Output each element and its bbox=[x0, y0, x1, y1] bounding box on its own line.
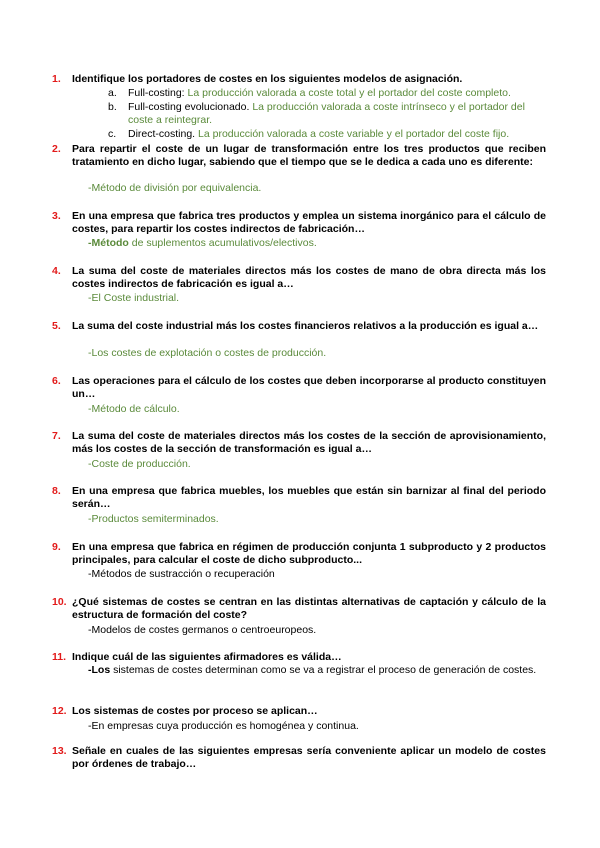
question-text: Indique cuál de las siguientes afirmadores es válida… bbox=[72, 651, 342, 663]
sub-item-b-continued bbox=[108, 114, 548, 127]
question-number: 11. bbox=[52, 651, 67, 663]
sub-answer: La producción valorada a coste variable y el portador del coste fijo. bbox=[198, 128, 510, 140]
question-number: 9. bbox=[52, 541, 61, 553]
answer-2: -Método de división por equivalencia. bbox=[88, 182, 262, 194]
sub-answer: La producción valorada a coste total y el portador del coste completo. bbox=[187, 87, 511, 99]
answer-bold: -Los bbox=[88, 664, 111, 676]
question-text: La suma del coste de materiales directos más los costes de mano de obra directa más los costes indirectos de fabricación es igual a… bbox=[72, 265, 546, 290]
question-number: 12. bbox=[52, 705, 67, 717]
answer-10: -Modelos de costes germanos o centroeuropeos. bbox=[88, 624, 317, 636]
sub-prefix: Full-costing: bbox=[128, 87, 185, 99]
question-text: En una empresa que fabrica en régimen de producción conjunta 1 subproducto y 2 productos principales, para calcular el coste de dicho subproducto... bbox=[72, 541, 546, 566]
answer-8: -Productos semiterminados. bbox=[88, 513, 219, 525]
answer-6: -Método de cálculo. bbox=[88, 403, 180, 415]
question-number: 2. bbox=[52, 143, 61, 155]
question-number: 3. bbox=[52, 210, 61, 222]
question-text: La suma del coste industrial más los costes financieros relativos a la producción es igual a… bbox=[72, 320, 539, 332]
sub-item-b bbox=[108, 101, 548, 114]
answer-text: sistemas de costes determinan como se va a registrar el proceso de generación de costes. bbox=[113, 664, 537, 676]
sub-item-a bbox=[108, 87, 548, 100]
sub-item-c bbox=[108, 128, 548, 141]
sub-label: c. bbox=[108, 128, 117, 140]
question-number: 4. bbox=[52, 265, 61, 277]
sub-prefix: Direct-costing. bbox=[128, 128, 196, 140]
answer-3 bbox=[88, 237, 317, 250]
answer-9: -Métodos de sustracción o recuperación bbox=[88, 568, 275, 580]
question-text: En una empresa que fabrica tres productos y emplea un sistema inorgánico para el cálculo de costes, para repartir los costes indirectos de fabricación… bbox=[72, 210, 546, 235]
answer-text: de suplementos acumulativos/electivos. bbox=[131, 237, 317, 249]
sub-prefix: Full-costing evolucionado. bbox=[128, 101, 250, 113]
question-number: 8. bbox=[52, 485, 61, 497]
question-number: 10. bbox=[52, 596, 67, 608]
question-number: 7. bbox=[52, 430, 61, 442]
answer-7: -Coste de producción. bbox=[88, 458, 191, 470]
question-text: ¿Qué sistemas de costes se centran en las distintas alternativas de captación y cálculo de la estructura de formación del coste? bbox=[72, 596, 546, 621]
question-number: 1. bbox=[52, 73, 61, 85]
sub-answer-continued: coste a reintegrar. bbox=[128, 114, 213, 126]
sub-label: a. bbox=[108, 87, 117, 99]
answer-11 bbox=[88, 664, 546, 677]
question-text: La suma del coste de materiales directos más los costes de la sección de aprovisionamiento, más los costes de la sección de transformación es igual a… bbox=[72, 430, 546, 455]
answer-5: -Los costes de explotación o costes de producción. bbox=[88, 347, 327, 359]
question-number: 13. bbox=[52, 745, 67, 757]
question-text: Los sistemas de costes por proceso se aplican… bbox=[72, 705, 318, 717]
question-text: Las operaciones para el cálculo de los costes que deben incorporarse al producto constituyen un… bbox=[72, 375, 546, 400]
question-number: 5. bbox=[52, 320, 61, 332]
answer-4: -El Coste industrial. bbox=[88, 292, 180, 304]
answer-12: -En empresas cuya producción es homogénea y continua. bbox=[88, 720, 359, 732]
question-number: 6. bbox=[52, 375, 61, 387]
sub-answer: La producción valorada a coste intrínseco y el portador del bbox=[252, 101, 525, 113]
question-text: En una empresa que fabrica muebles, los muebles que están sin barnizar al final del periodo serán… bbox=[72, 485, 546, 510]
question-text: Identifique los portadores de costes en los siguientes modelos de asignación. bbox=[72, 73, 463, 85]
question-text: Señale en cuales de las siguientes empresas sería conveniente aplicar un modelo de costes por órdenes de trabajo… bbox=[72, 745, 546, 770]
sub-label: b. bbox=[108, 101, 117, 113]
answer-bold: -Método bbox=[88, 237, 129, 249]
question-text: Para repartir el coste de un lugar de transformación entre los tres productos que reciben tratamiento en dicho lugar, sabiendo que el tiempo que se le dedica a cada uno es diferente: bbox=[72, 143, 546, 168]
